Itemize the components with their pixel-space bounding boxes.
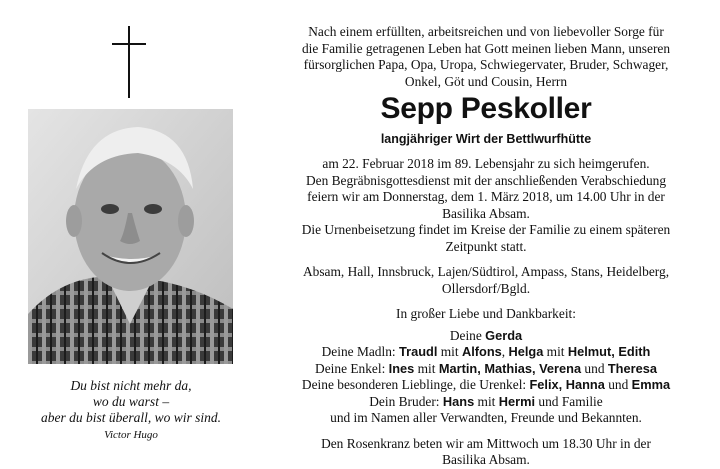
text-line: Basilika Absam.	[442, 452, 530, 467]
text-line: die Familie getragenen Leben hat Gott meinen lieben Mann, unseren	[301, 40, 671, 56]
mourners-lead: In großer Liebe und Dankbarkeit:	[396, 306, 576, 321]
intro-paragraph	[262, 24, 710, 90]
text-line: Ollersdorf/Bgld.	[441, 280, 531, 296]
mourner-great-grandchildren: Deine besonderen Lieblinge, die Urenkel: Felix, Hanna und Emma	[301, 377, 671, 392]
deceased-subtitle: langjähriger Wirt der Bettlwurfhütte	[380, 132, 592, 146]
deceased-name: Sepp Peskoller	[380, 92, 592, 125]
body-text	[262, 156, 710, 469]
mourner-grandchildren: Deine Enkel: Ines mit Martin, Mathias, Verena und Theresa	[315, 360, 657, 376]
text-line: Onkel, Göt und Cousin, Herrn	[404, 73, 568, 89]
quote-line: aber du bist überall, wo wir sind.	[40, 410, 221, 425]
mourner-all: und im Namen aller Verwandten, Freunde und Bekannten.	[330, 410, 642, 425]
text-line: Die Urnenbeisetzung findet im Kreise der Familie zu einem späteren	[301, 222, 671, 237]
portrait-photo	[28, 109, 233, 364]
text-line: fürsorglichen Papa, Opa, Uropa, Schwiegervater, Bruder, Schwager,	[303, 57, 669, 72]
text-line: Nach einem erfüllten, arbeitsreichen und von liebevoller Sorge für	[308, 24, 664, 39]
quote-line: wo du warst –	[92, 394, 170, 409]
mourner-daughters: Deine Madln: Traudl mit Alfons, Helga mit Helmut, Edith	[321, 344, 651, 359]
quote-block	[0, 378, 262, 442]
quote-line: Du bist nicht mehr da,	[70, 378, 192, 393]
mourner-wife: Deine Gerda	[449, 327, 523, 343]
text-line: am 22. Februar 2018 im 89. Lebensjahr zu sich heimgerufen.	[322, 156, 650, 171]
text-line: Zeitpunkt statt.	[445, 238, 527, 254]
cross-icon	[112, 26, 146, 98]
text-line: feiern wir am Donnerstag, dem 1. März 2018, um 14.00 Uhr in der	[307, 189, 665, 204]
left-column	[0, 0, 262, 463]
quote-author: Victor Hugo	[104, 429, 158, 441]
text-line: Den Begräbnisgottesdienst mit der anschließenden Verabschiedung	[305, 172, 667, 188]
text-line: Absam, Hall, Innsbruck, Lajen/Südtirol, Ampass, Stans, Heidelberg,	[302, 264, 670, 279]
text-line: Den Rosenkranz beten wir am Mittwoch um 18.30 Uhr in der	[321, 435, 651, 451]
mourner-brother: Dein Bruder: Hans mit Hermi und Familie	[369, 393, 603, 409]
text-line: Basilika Absam.	[442, 205, 530, 221]
